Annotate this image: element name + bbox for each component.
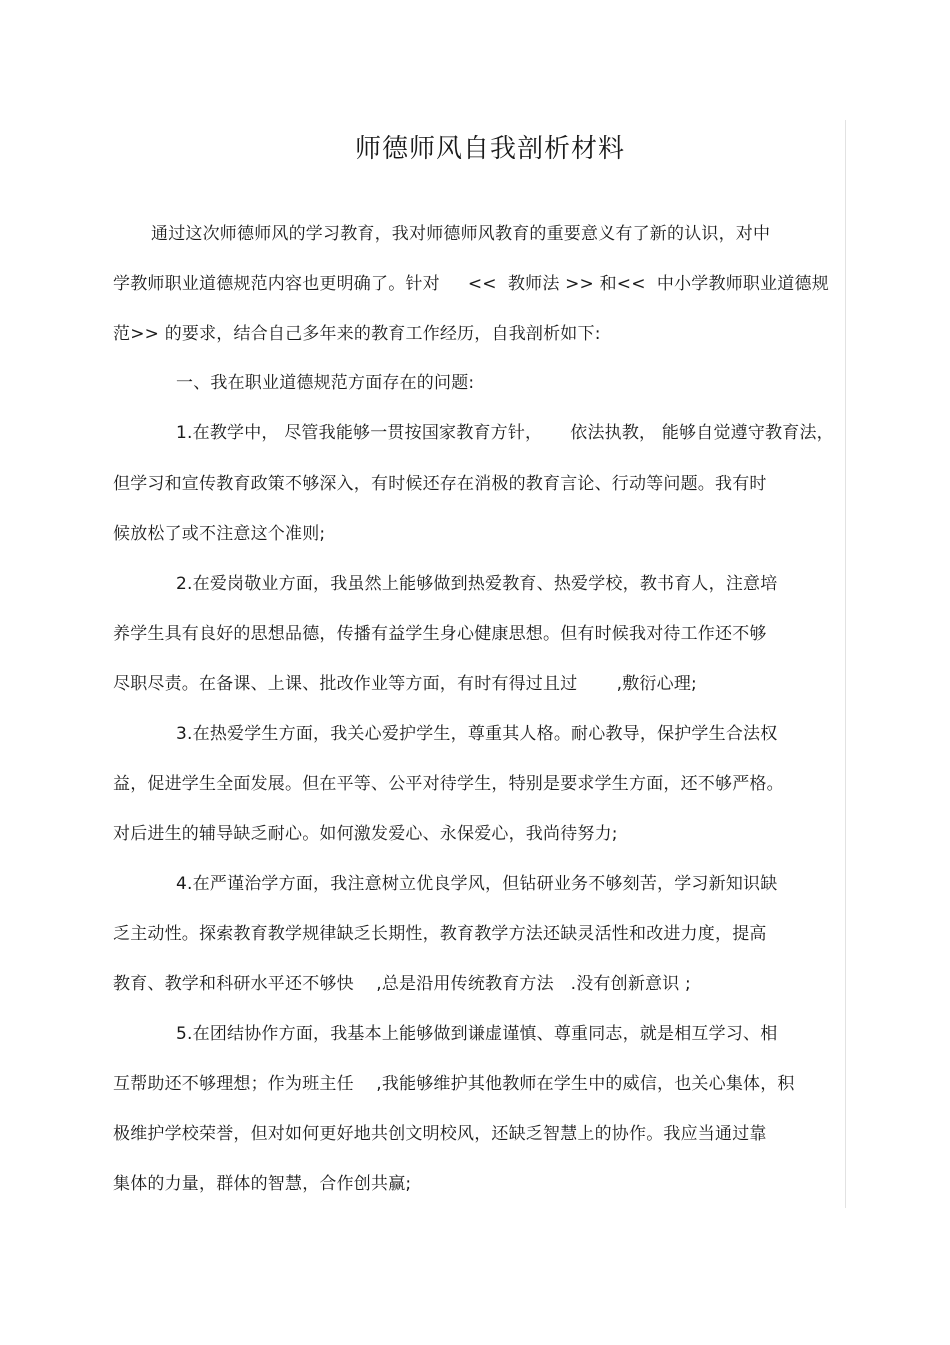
body-line: 尽职尽责。在备课、上课、批改作业等方面，有时有得过且过 ,敷衍心理; [113, 674, 697, 694]
body-line: 通过这次师德师风的学习教育，我对师德师风教育的重要意义有了新的认识，对中 [151, 224, 771, 244]
page-edge-rule [845, 120, 846, 1208]
body-line: 学教师职业道德规范内容也更明确了。针对 << 教师法 >> 和<< 中小学教师职业道德规 [113, 274, 829, 294]
body-line: 1.在教学中， 尽管我能够一贯按国家教育方针， 依法执教， 能够自觉遵守教育法， [176, 423, 834, 443]
body-line: 对后进生的辅导缺乏耐心。如何激发爱心、永保爱心，我尚待努力; [113, 824, 618, 844]
document-title: 师德师风自我剖析材料 [354, 134, 625, 164]
body-line: 4.在严谨治学方面，我注意树立优良学风，但钻研业务不够刻苦，学习新知识缺 [176, 874, 778, 894]
body-line: 2.在爱岗敬业方面，我虽然上能够做到热爱教育、热爱学校，教书育人，注意培 [176, 574, 778, 594]
body-line: 极维护学校荣誉，但对如何更好地共创文明校风，还缺乏智慧上的协作。我应当通过靠 [113, 1124, 767, 1144]
body-line: 益，促进学生全面发展。但在平等、公平对待学生，特别是要求学生方面，还不够严格。 [113, 774, 784, 794]
body-line: 一、我在职业道德规范方面存在的问题: [176, 373, 475, 393]
body-line: 3.在热爱学生方面，我关心爱护学生，尊重其人格。耐心教导，保护学生合法权 [176, 724, 778, 744]
body-line: 乏主动性。探索教育教学规律缺乏长期性，教育教学方法还缺灵活性和改进力度，提高 [113, 924, 767, 944]
body-line: 教育、教学和科研水平还不够快 ,总是沿用传统教育方法 .没有创新意识 ; [113, 974, 691, 994]
body-line: 互帮助还不够理想；作为班主任 ,我能够维护其他教师在学生中的威信，也关心集体，积 [113, 1074, 795, 1094]
body-line: 范>> 的要求，结合自己多年来的教育工作经历，自我剖析如下: [113, 324, 601, 344]
body-line: 但学习和宣传教育政策不够深入，有时候还存在消极的教育言论、行动等问题。我有时 [113, 474, 767, 494]
body-line: 集体的力量，群体的智慧，合作创共赢; [113, 1174, 412, 1194]
body-line: 养学生具有良好的思想品德，传播有益学生身心健康思想。但有时候我对待工作还不够 [113, 624, 767, 644]
body-line: 5.在团结协作方面，我基本上能够做到谦虚谨慎、尊重同志，就是相互学习、相 [176, 1024, 778, 1044]
body-line: 候放松了或不注意这个准则; [113, 524, 326, 544]
